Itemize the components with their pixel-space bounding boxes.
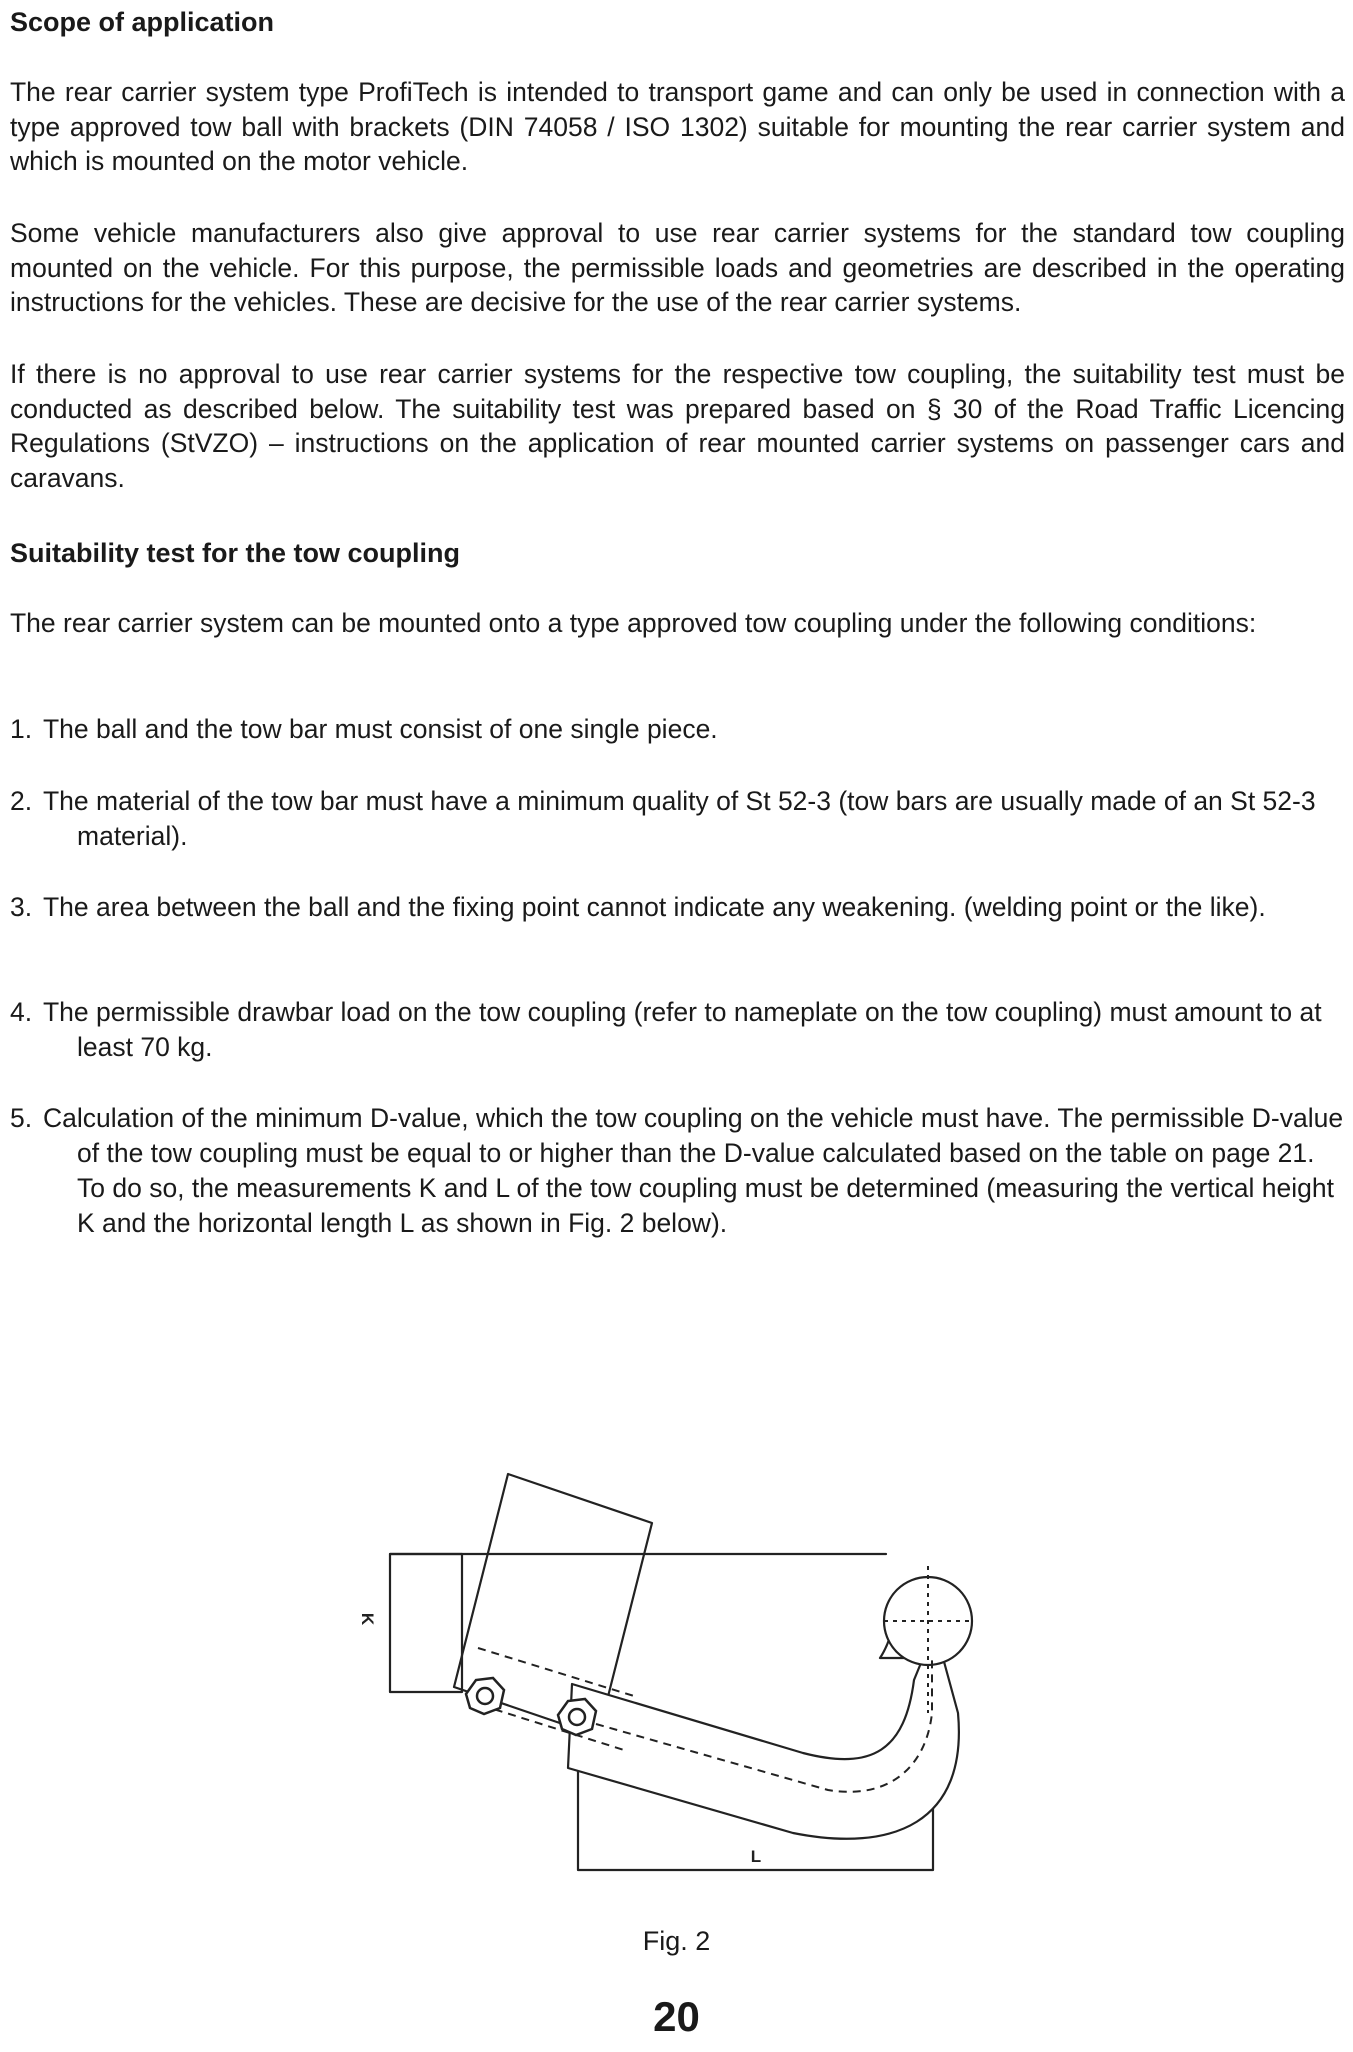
- figure-caption: Fig. 2: [642, 1926, 711, 1956]
- suitability-intro: The rear carrier system can be mounted onto a type approved tow coupling under the following conditions:: [10, 608, 1257, 638]
- k-measure-box: [390, 1554, 462, 1692]
- condition-item-1: 1. The ball and the tow bar must consist of one single piece.: [10, 714, 718, 744]
- scope-paragraph-1: The rear carrier system type ProfiTech is intended to transport game and can only be used in connection with a type approved tow ball with brackets (DIN 74058 / ISO 1302) suitable for mounting the rear carrier system and which is mounted on the motor vehicle.: [10, 77, 1345, 176]
- bolt-1-center: [477, 1688, 493, 1704]
- condition-item-4: 4. The permissible drawbar load on the tow coupling (refer to nameplate on the tow coupling) must amount to at least 70 kg.: [10, 997, 1322, 1062]
- bolt-2-center: [569, 1709, 585, 1725]
- condition-item-5: 5. Calculation of the minimum D-value, which the tow coupling on the vehicle must have. The permissible D-value of the tow coupling must be equal to or higher than the D-value calculated based on the table on page 21. To do so, the measurements K and L of the tow coupling must be determined (measuring the vertical height K and the horizontal length L as shown in Fig. 2 below).: [10, 1101, 1345, 1241]
- suitability-heading: Suitability test for the tow coupling: [10, 538, 460, 568]
- l-label: L: [750, 1847, 762, 1866]
- page-number: 20: [653, 1993, 700, 2040]
- scope-heading: Scope of application: [10, 7, 275, 37]
- tow-bar: [568, 1658, 959, 1839]
- condition-item-5-extra: To do so, the measurements K and L of the tow coupling must be determined (measuring the vertical height K and the horizontal length L as shown in Fig. 2 below).: [77, 1173, 1334, 1238]
- scope-paragraph-2: Some vehicle manufacturers also give approval to use rear carrier systems for the standard tow coupling mounted on the vehicle. For this purpose, the permissible loads and geometries are described in the operating instructions for the vehicles. These are decisive for the use of the rear carrier systems.: [10, 218, 1345, 317]
- condition-item-2: 2. The material of the tow bar must have a minimum quality of St 52-3 (tow bars are usually made of an St 52-3 material).: [10, 786, 1316, 851]
- k-label: K: [358, 1612, 377, 1626]
- scope-paragraph-3: If there is no approval to use rear carrier systems for the respective tow coupling, the suitability test must be conducted as described below. The suitability test was prepared based on § 30 of the Road Traffic Licencing Regulations (StVZO) – instructions on the application of rear mounted carrier systems on passenger cars and caravans.: [10, 359, 1345, 493]
- condition-item-3: 3. The area between the ball and the fixing point cannot indicate any weakening. (welding point or the like).: [10, 892, 1266, 922]
- tow-coupling-figure: [348, 1458, 1008, 1898]
